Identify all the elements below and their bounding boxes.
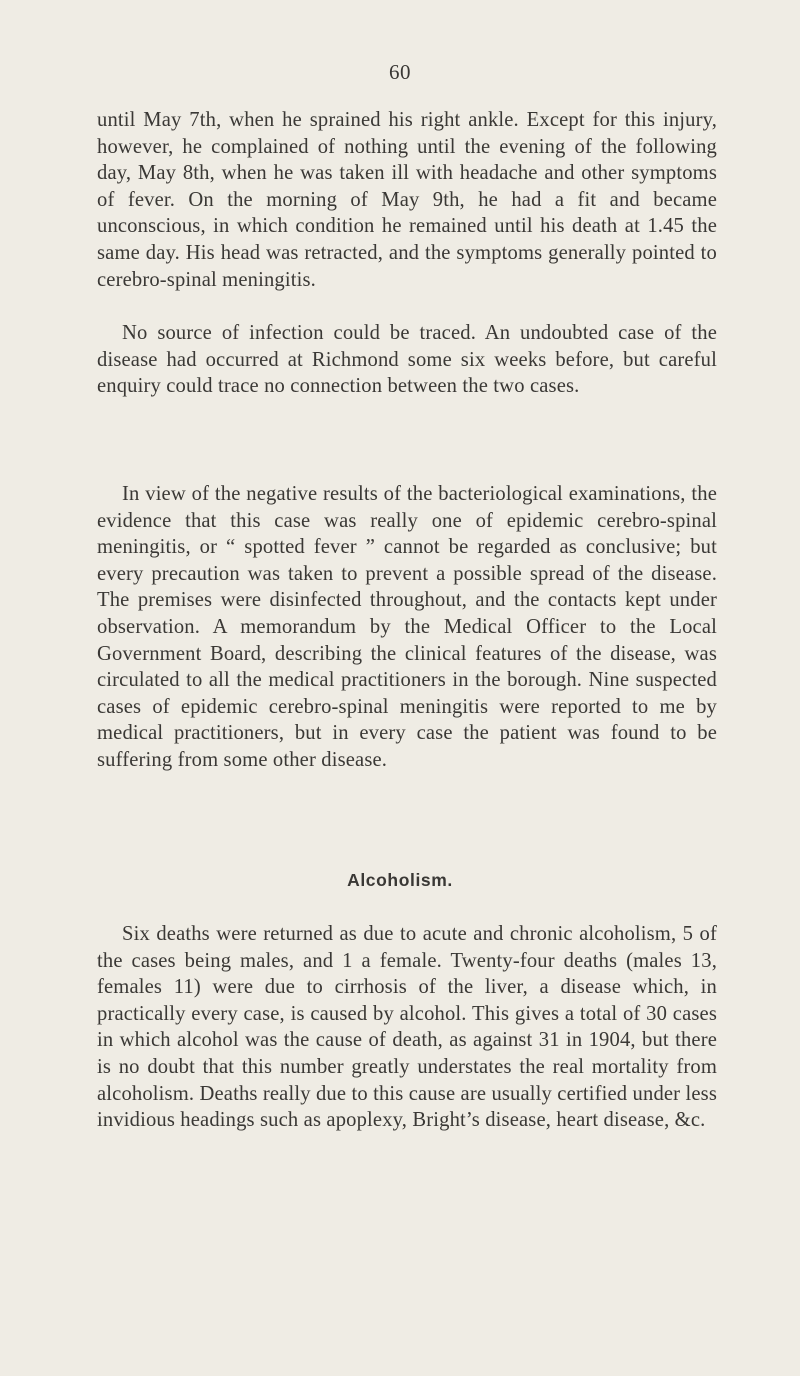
paragraph-precautions xyxy=(97,481,717,774)
paragraph-alcoholism xyxy=(97,921,717,1134)
paragraph-text: In view of the negative results of the bacteriological examinations, the evidence that this case was really one of epidemic cerebro-spinal meningitis, or “ spotted fever ” cannot be regarded as conclusive; but every precaution was taken to prevent a possible spread of the disease. The premises were disinfected throughout, and the contacts kept under observation. A memorandum by the Medical Officer to the Local Government Board, describing the clinical features of the disease, was circulated to all the medical practitioners in the borough. Nine suspected cases of epidemic cerebro-spinal meningitis were reported to me by medical practitioners, but in every case the patient was found to be suffering from some other disease. xyxy=(97,483,717,771)
paragraph-text: until May 7th, when he sprained his right ankle. Except for this injury, however, he complained of nothing until the evening of the following day, May 8th, when he was taken ill with headache and other symptoms of fever. On the morning of May 9th, he had a fit and became unconscious, in which condition he remained until his death at 1.45 the same day. His head was retracted, and the symptoms generally pointed to cerebro-spinal meningitis. xyxy=(97,109,717,291)
section-heading: Alcoholism. xyxy=(347,870,453,890)
paragraph-text: Six deaths were returned as due to acute and chronic alcoholism, 5 of the cases being males, and 1 a female. Twenty-four deaths (males 13, females 11) were due to cirrhosis of the liver, a disease which, in practically every case, is caused by alcohol. This gives a total of 30 cases in which alcohol was the cause of death, as against 31 in 1904, but there is no doubt that this number greatly understates the real mortality from alcoholism. Deaths really due to this cause are usually certified under less invidious headings such as apoplexy, Bright’s disease, heart disease, &c. xyxy=(97,923,717,1132)
paragraph-text: No source of infection could be traced. An undoubted case of the disease had occurred at Richmond some six weeks before, but careful enquiry could trace no connection between the two cases. xyxy=(97,322,717,398)
page-number: 60 xyxy=(389,60,411,84)
paragraph-case-history xyxy=(97,107,717,293)
paragraph-infection-source xyxy=(97,320,717,400)
